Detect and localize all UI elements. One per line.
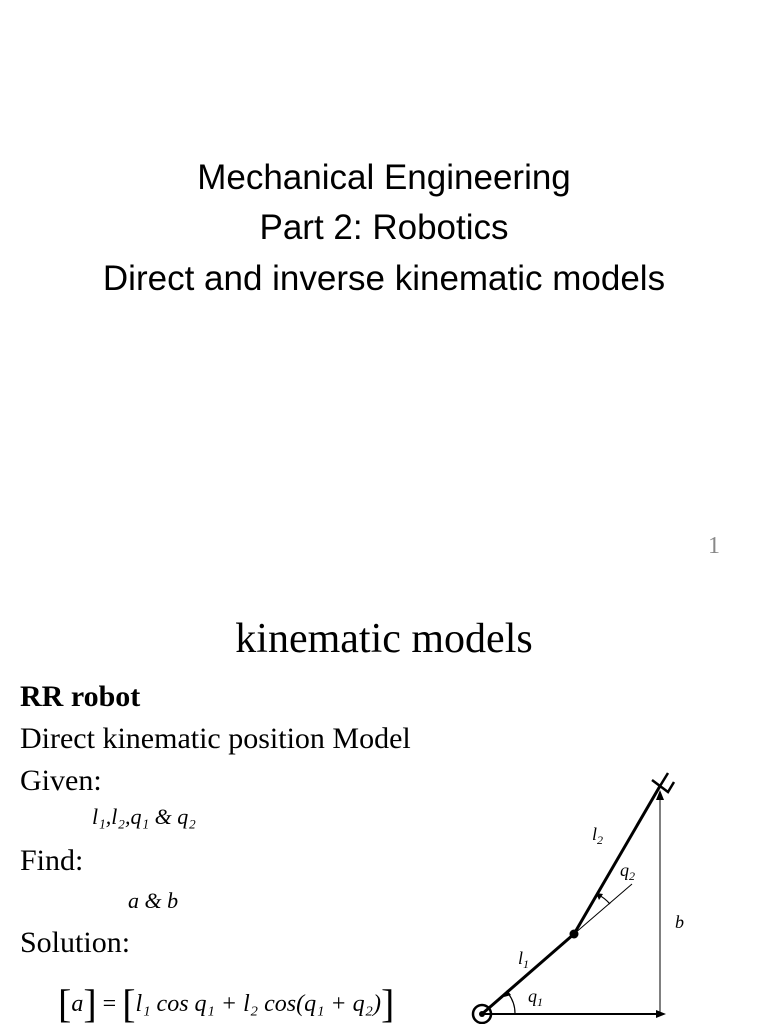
section-heading: RR robot (20, 680, 141, 713)
label-l2: $l_2$ (592, 824, 604, 847)
label-l1: $l_1$ (518, 948, 530, 971)
label-q1: $q_1$ (528, 986, 543, 1009)
page-number: 1 (708, 533, 720, 559)
horizontal-arrow (656, 1010, 666, 1018)
equation-lhs: a (71, 991, 84, 1017)
gripper-icon (652, 773, 674, 792)
solution-equation: [a] = [l₁ cos q₁ + l₂ cos(q₁ + q₂)] (58, 981, 395, 1026)
rr-robot-diagram (460, 764, 700, 1024)
title-line-1: Mechanical Engineering (197, 158, 571, 197)
label-q2: $q_2$ (620, 860, 635, 883)
title-line-3: Direct and inverse kinematic models (102, 259, 666, 298)
find-expression: a & b (128, 888, 179, 913)
given-label: Given: (20, 764, 102, 797)
slide-title: kinematic models (235, 616, 533, 662)
equation-rhs: l₁ cos q₁ + l₂ cos(q₁ + q₂) (135, 991, 381, 1017)
label-b: b (675, 912, 684, 932)
subheading: Direct kinematic position Model (20, 722, 411, 755)
given-expression: l₁,l₂,q₁ & q₂ (92, 804, 196, 829)
link-1-extension (574, 884, 632, 934)
solution-label: Solution: (20, 926, 131, 959)
title-line-2: Part 2: Robotics (259, 208, 509, 247)
find-label: Find: (20, 844, 84, 877)
link-2 (574, 786, 660, 934)
kinematic-slide (0, 576, 768, 1024)
